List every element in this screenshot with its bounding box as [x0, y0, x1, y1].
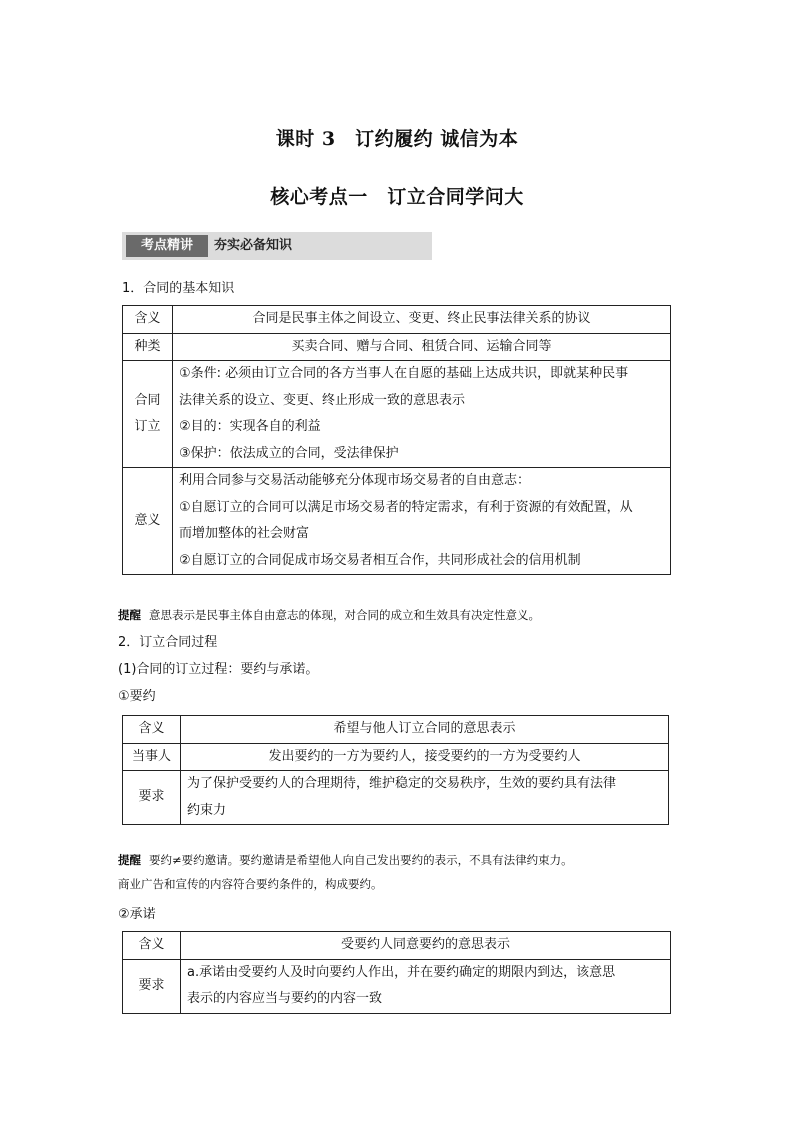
content-line: ②目的：实现各自的利益 — [179, 419, 321, 434]
content-line: ①自愿订立的合同可以满足市场交易者的特定需求，有利于资源的有效配置，从 — [179, 499, 633, 515]
row-label: 要求 — [123, 959, 181, 1013]
row-label: 当事人 — [123, 743, 181, 771]
banner-tag: 考点精讲 — [126, 235, 208, 257]
row-label: 种类 — [123, 333, 173, 361]
contract-basics-table — [122, 305, 671, 575]
row-label: 意义 — [123, 468, 173, 575]
content-line: 法律关系的设立、变更、终止形成一致的意思表示 — [179, 392, 466, 408]
tip-note — [118, 848, 688, 896]
table-row — [123, 743, 669, 771]
content-line: ①条件: 必须由订立合同的各方当事人在自愿的基础上达成共识，即就某种民事 — [179, 366, 629, 381]
row-content: 发出要约的一方为要约人，接受要约的一方为受要约人 — [181, 743, 669, 771]
row-label: 含义 — [123, 306, 173, 334]
table-row — [123, 333, 671, 361]
row-label: 含义 — [123, 716, 181, 744]
offer-table — [122, 715, 669, 825]
content-line: a.承诺由受要约人及时向要约人作出，并在要约确定的期限内到达，该意思 — [187, 964, 616, 980]
content-line: 而增加整体的社会财富 — [179, 526, 310, 541]
row-label: 含义 — [123, 932, 181, 960]
table-row — [123, 771, 669, 825]
tip-label: 提醒 — [118, 608, 141, 622]
table-row — [123, 361, 671, 468]
tip-text: 商业广告和宣传的内容符合要约条件的，构成要约。 — [118, 877, 383, 891]
content-line: 为了保护受要约人的合理期待，维护稳定的交易秩序，生效的要约具有法律 — [187, 776, 617, 791]
tip-text: 要约≠要约邀请。要约邀请是希望他人向自己发出要约的表示，不具有法律约束力。 — [149, 853, 573, 867]
acceptance-heading: ②承诺 — [118, 907, 156, 922]
acceptance-table — [122, 931, 671, 1014]
section-title: 核心考点一 订立合同学问大 — [270, 186, 524, 208]
row-label-part: 合同 — [134, 393, 161, 408]
tip-note — [118, 603, 678, 627]
content-line: 利用合同参与交易活动能够充分体现市场交易者的自由意志： — [179, 473, 531, 488]
table-row — [123, 932, 671, 960]
banner-text: 夯实必备知识 — [214, 238, 293, 253]
row-label: 要求 — [123, 771, 181, 825]
row-label — [123, 361, 173, 468]
row-content — [181, 959, 671, 1013]
row-label-part: 订立 — [134, 419, 161, 434]
row-content: 受要约人同意要约的意思表示 — [181, 932, 671, 960]
row-content: 买卖合同、赠与合同、租赁合同、运输合同等 — [173, 333, 671, 361]
section-banner — [122, 232, 432, 260]
content-line: ②自愿订立的合同促成市场交易者相互合作，共同形成社会的信用机制 — [179, 552, 581, 568]
table-row — [123, 959, 671, 1013]
content-line: 约束力 — [187, 802, 227, 818]
lesson-title: 课时 3 订约履约 诚信为本 — [275, 128, 519, 150]
process-heading: 2．订立合同过程 — [118, 635, 218, 650]
tip-label: 提醒 — [118, 853, 141, 867]
table-row — [123, 468, 671, 575]
row-content — [181, 771, 669, 825]
row-content: 希望与他人订立合同的意思表示 — [181, 716, 669, 744]
row-content — [173, 468, 671, 575]
content-line: ③保护：依法成立的合同，受法律保护 — [179, 445, 399, 461]
table-row — [123, 716, 669, 744]
content-line: 表示的内容应当与要约的内容一致 — [187, 991, 383, 1006]
basic-knowledge-heading: 1．合同的基本知识 — [122, 281, 235, 296]
row-content: 合同是民事主体之间设立、变更、终止民事法律关系的协议 — [173, 306, 671, 334]
process-subheading: (1)合同的订立过程：要约与承诺。 — [118, 662, 319, 677]
tip-text: 意思表示是民事主体自由意志的体现，对合同的成立和生效具有决定性意义。 — [149, 608, 540, 622]
row-content — [173, 361, 671, 468]
offer-heading: ①要约 — [118, 689, 156, 704]
table-row — [123, 306, 671, 334]
